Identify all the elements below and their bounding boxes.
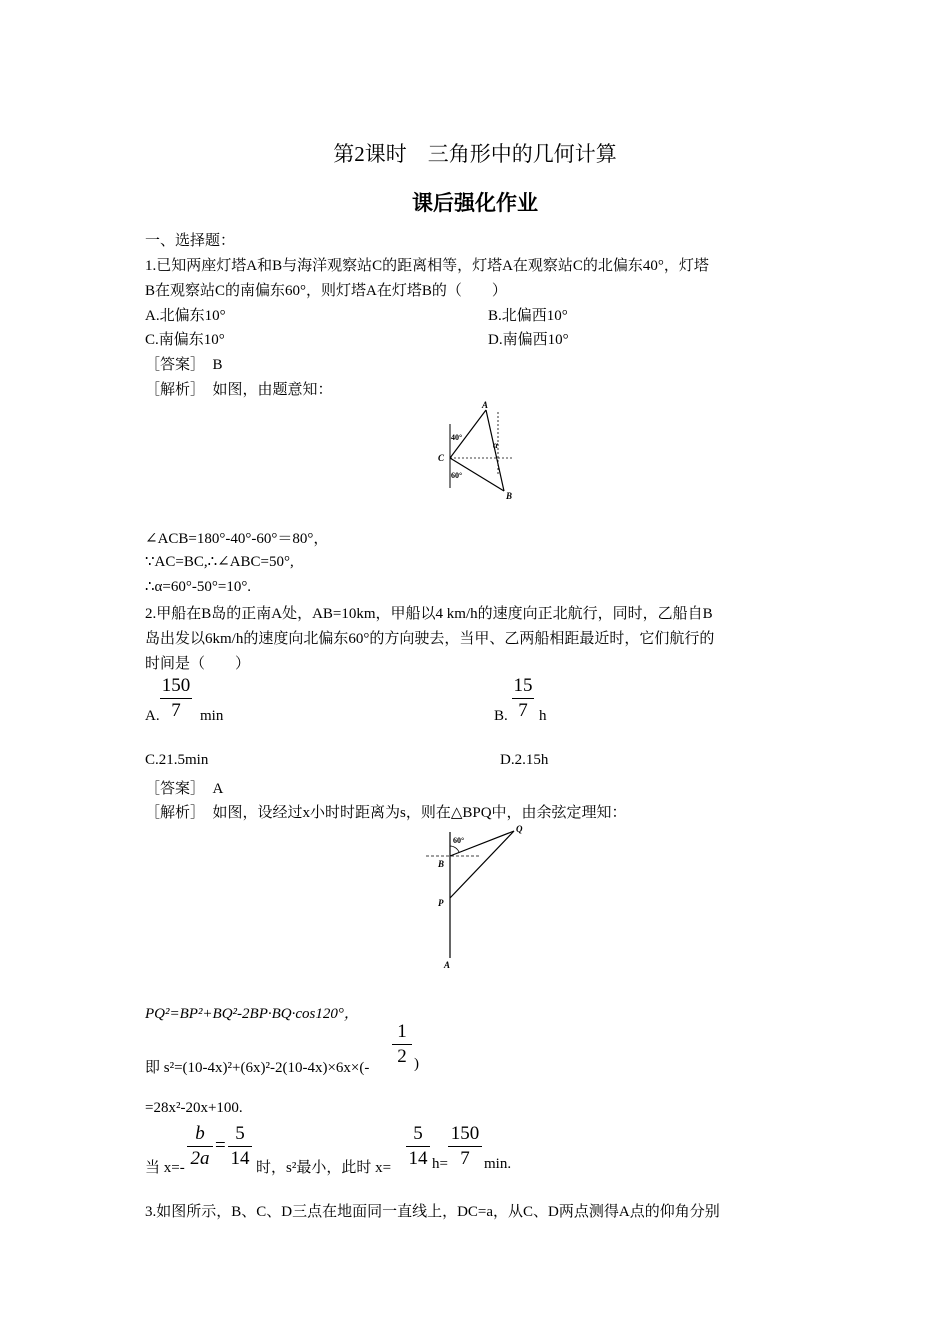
q2-equation-3: =28x²-20x+100. — [145, 1100, 243, 1116]
q2-option-a-denominator: 7 — [171, 700, 181, 721]
q2-equation-2-numerator: 1 — [397, 1021, 407, 1042]
q1-fig-alpha: α — [493, 440, 498, 450]
q1-solution-line3: ∴α=60°-50°=10°. — [145, 579, 252, 595]
q2-equation-4-end: min. — [484, 1156, 512, 1172]
q2-eq4-fraction-x-numerator: 5 — [413, 1123, 423, 1144]
q2-equation-2-fraction — [392, 1021, 412, 1068]
q1-stem-line2: B在观察站C的南偏东60°，则灯塔A在灯塔B的（ ） — [145, 283, 507, 299]
page-subtitle: 课后强化作业 — [412, 191, 538, 215]
q2-eq4-equals: = — [215, 1135, 226, 1156]
page-title: 第2课时 三角形中的几何计算 — [333, 142, 617, 166]
q2-eq4-fraction-x-denominator: 14 — [408, 1148, 428, 1169]
q2-eq4-fraction-x-bar — [406, 1146, 430, 1147]
q2-eq4-fraction-5-14-bar — [228, 1146, 252, 1147]
q2-option-a-unit: min — [200, 708, 224, 724]
q1-figure — [430, 398, 525, 506]
q2-option-b-fraction-bar — [512, 698, 534, 699]
q2-eq4-fraction-min-bar — [448, 1146, 482, 1147]
q1-fig-label-b: B — [506, 491, 513, 501]
q2-equation-4-h: h= — [432, 1156, 448, 1172]
q1-option-b: B.北偏西10° — [488, 308, 568, 324]
q2-equation-2-suffix: ) — [414, 1056, 419, 1072]
q2-option-d: D.2.15h — [500, 752, 549, 768]
q1-stem-line1: 1.已知两座灯塔A和B与海洋观察站C的距离相等，灯塔A在观察站C的北偏东40°，灯塔 — [145, 258, 709, 274]
q2-answer: ［答案］ A — [145, 781, 224, 797]
q1-solution-line2: ∵AC=BC,∴∠ABC=50°, — [145, 554, 294, 570]
q1-fig-angle-40: 40° — [451, 433, 463, 442]
q1-solution-line1: ∠ACB=180°-40°-60°＝80°， — [145, 531, 329, 547]
q2-fig-label-q: Q — [516, 824, 523, 834]
q2-fig-label-p: P — [438, 898, 444, 908]
q2-stem-line1: 2.甲船在B岛的正南A处，AB=10km，甲船以4 km/h的速度向正北航行，同时，乙船自B — [145, 606, 713, 622]
q2-fig-angle-60: 60° — [453, 836, 465, 845]
q2-eq4-fraction-b-2a-denominator: 2a — [190, 1148, 210, 1169]
q2-eq4-fraction-min-numerator: 150 — [450, 1123, 480, 1144]
q1-option-c: C.南偏东10° — [145, 332, 225, 348]
q2-equation-4-prefix: 当 x=- — [145, 1160, 185, 1176]
q3-stem-line1: 3.如图所示，B、C、D三点在地面同一直线上，DC=a，从C、D两点测得A点的仰角分别 — [145, 1204, 720, 1220]
q2-eq4-fraction-5-14-numerator: 5 — [235, 1123, 245, 1144]
q2-eq4-fraction-min-denominator: 7 — [460, 1148, 470, 1169]
q2-option-b-denominator: 7 — [518, 700, 528, 721]
q2-option-a-prefix: A. — [145, 708, 160, 724]
q1-fig-label-a: A — [482, 400, 489, 410]
q1-analysis: ［解析］ 如图，由题意知： — [145, 382, 333, 398]
q1-option-a: A.北偏东10° — [145, 308, 226, 324]
q2-equation-1: PQ²=BP²+BQ²-2BP·BQ·cos120°， — [145, 1006, 359, 1022]
q2-fig-label-a: A — [444, 960, 451, 970]
q1-option-d: D.南偏西10° — [488, 332, 569, 348]
q1-answer: ［答案］ B — [145, 357, 223, 373]
q2-option-b-prefix: B. — [494, 708, 508, 724]
q2-eq4-fraction-min — [448, 1123, 482, 1170]
q2-fig-label-b: B — [438, 859, 445, 869]
q2-option-c: C.21.5min — [145, 752, 209, 768]
q1-fig-angle-60: 60° — [451, 471, 463, 480]
q2-equation-4-middle: 时，s²最小，此时 x= — [256, 1160, 392, 1176]
q2-option-a-fraction-bar — [160, 698, 192, 699]
q2-analysis: ［解析］ 如图，设经过x小时时距离为s，则在△BPQ中，由余弦定理知： — [145, 805, 627, 821]
q2-eq4-fraction-5-14 — [228, 1123, 252, 1170]
q2-option-b-numerator: 15 — [513, 675, 533, 696]
q2-equation-2-fraction-bar — [392, 1044, 412, 1045]
q2-eq4-fraction-x — [406, 1123, 430, 1170]
q2-option-b-fraction — [512, 675, 534, 722]
q2-eq4-fraction-b-2a — [187, 1123, 213, 1170]
q2-option-a-fraction — [160, 675, 192, 722]
q2-figure — [420, 820, 535, 972]
q2-stem-line2: 岛出发以6km/h的速度向北偏东60°的方向驶去，当甲、乙两船相距最近时，它们航行的 — [145, 631, 715, 647]
q2-option-a-numerator: 150 — [161, 675, 191, 696]
q2-eq4-fraction-b-2a-bar — [187, 1146, 213, 1147]
section-heading: 一、选择题： — [145, 233, 236, 249]
q2-equation-2-prefix: 即 s²=(10-4x)²+(6x)²-2(10-4x)×6x×(- — [145, 1060, 370, 1076]
q1-fig-label-c: C — [438, 453, 445, 463]
q2-eq4-fraction-5-14-denominator: 14 — [230, 1148, 250, 1169]
q2-stem-line3: 时间是（ ） — [145, 656, 251, 672]
q2-eq4-fraction-b-2a-numerator: b — [195, 1123, 205, 1144]
q2-equation-2-denominator: 2 — [397, 1046, 407, 1067]
q2-option-b-unit: h — [539, 708, 547, 724]
